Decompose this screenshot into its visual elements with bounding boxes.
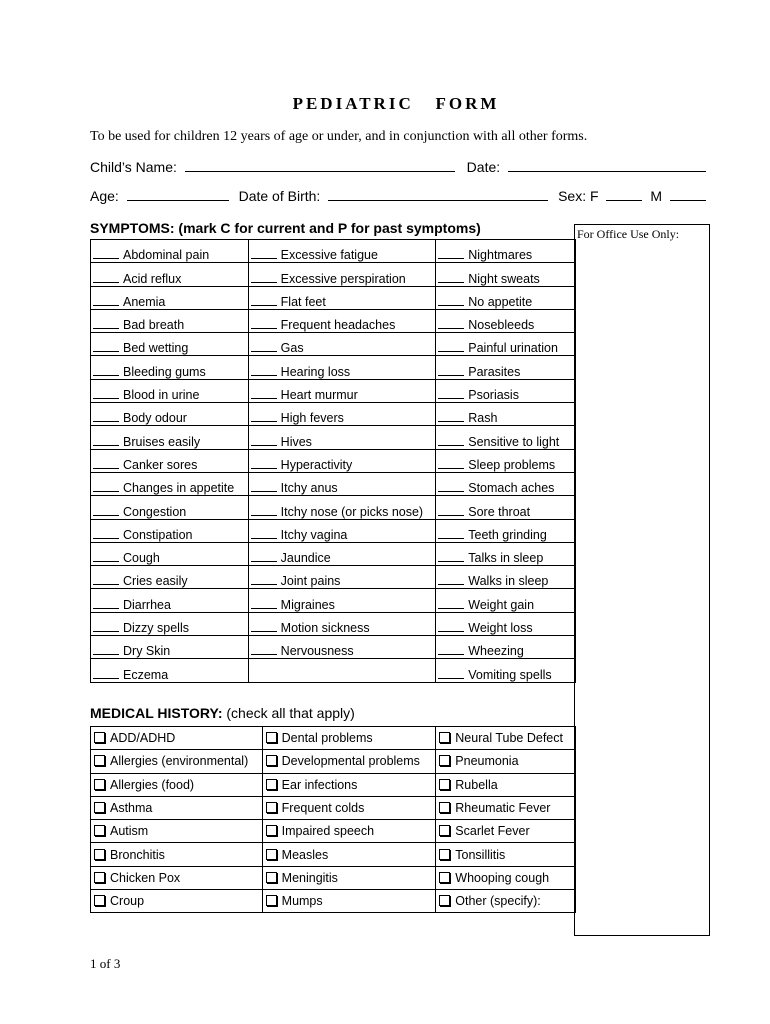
history-label: Bronchitis xyxy=(110,847,165,862)
symptom-label: Nervousness xyxy=(280,644,354,659)
symptom-label: Nosebleeds xyxy=(468,318,535,333)
checkbox-icon[interactable] xyxy=(266,849,277,860)
symptom-mark-field[interactable] xyxy=(251,572,277,585)
history-cell xyxy=(436,843,576,866)
symptom-label: High fevers xyxy=(280,411,344,426)
symptom-cell xyxy=(248,240,436,263)
symptom-cell xyxy=(91,566,249,589)
history-cell xyxy=(262,820,436,843)
symptom-cell xyxy=(436,403,576,426)
symptom-cell xyxy=(91,636,249,659)
symptom-label: Congestion xyxy=(123,504,187,519)
symptom-mark-field[interactable] xyxy=(438,526,464,539)
table-row xyxy=(91,286,576,309)
sex-f-field[interactable] xyxy=(606,187,642,201)
symptom-label: Hyperactivity xyxy=(280,457,353,472)
history-cell xyxy=(91,750,263,773)
history-label: Dental problems xyxy=(281,731,373,746)
table-row xyxy=(91,403,576,426)
history-cell xyxy=(436,820,576,843)
symptom-mark-field[interactable] xyxy=(438,666,464,679)
history-cell xyxy=(262,843,436,866)
symptom-cell xyxy=(436,636,576,659)
symptom-cell xyxy=(436,286,576,309)
medical-history-heading-bold: MEDICAL HISTORY: xyxy=(90,705,223,721)
symptom-mark-field[interactable] xyxy=(251,386,277,399)
dob-field[interactable] xyxy=(328,187,548,201)
symptom-cell xyxy=(91,356,249,379)
symptom-cell xyxy=(436,240,576,263)
symptom-mark-field[interactable] xyxy=(93,339,119,352)
history-label: Chicken Pox xyxy=(110,870,181,885)
table-row xyxy=(91,890,576,913)
date-field[interactable] xyxy=(508,158,706,172)
symptom-cell xyxy=(436,566,576,589)
sex-f-label: F xyxy=(589,188,599,204)
form-title: PEDIATRIC FORM xyxy=(292,94,500,113)
table-row xyxy=(91,240,576,263)
symptom-mark-field[interactable] xyxy=(93,316,119,329)
history-cell xyxy=(91,727,263,750)
symptom-label: Nightmares xyxy=(468,248,533,263)
symptom-label: Hearing loss xyxy=(280,364,351,379)
symptom-cell xyxy=(248,379,436,402)
symptom-mark-field[interactable] xyxy=(251,456,277,469)
history-label: Meningitis xyxy=(281,870,338,885)
history-cell xyxy=(91,773,263,796)
checkbox-icon[interactable] xyxy=(94,849,105,860)
symptom-mark-field[interactable] xyxy=(93,409,119,422)
symptom-label: Flat feet xyxy=(280,294,326,309)
symptom-label: Jaundice xyxy=(280,551,331,566)
table-row xyxy=(91,750,576,773)
symptom-mark-field[interactable] xyxy=(438,409,464,422)
symptom-label: Blood in urine xyxy=(123,388,200,403)
symptom-cell xyxy=(91,589,249,612)
checkbox-icon[interactable] xyxy=(94,779,105,790)
checkbox-icon[interactable] xyxy=(94,755,105,766)
symptom-mark-field[interactable] xyxy=(438,316,464,329)
symptom-mark-field[interactable] xyxy=(93,246,119,259)
symptom-label: Eczema xyxy=(123,667,169,682)
symptom-cell xyxy=(248,496,436,519)
history-cell xyxy=(436,773,576,796)
symptom-cell xyxy=(248,356,436,379)
symptom-mark-field[interactable] xyxy=(438,456,464,469)
symptom-label: Acid reflux xyxy=(123,271,182,286)
history-label: Developmental problems xyxy=(281,754,420,769)
symptom-cell xyxy=(436,379,576,402)
symptom-mark-field[interactable] xyxy=(251,596,277,609)
table-row xyxy=(91,727,576,750)
symptom-mark-field[interactable] xyxy=(93,363,119,376)
symptom-mark-field[interactable] xyxy=(93,270,119,283)
symptom-label: Hives xyxy=(280,434,312,449)
history-cell xyxy=(436,796,576,819)
symptom-mark-field[interactable] xyxy=(93,666,119,679)
symptom-label: Itchy nose (or picks nose) xyxy=(280,504,424,519)
history-cell xyxy=(91,866,263,889)
symptom-mark-field[interactable] xyxy=(438,503,464,516)
symptom-label: No appetite xyxy=(468,294,533,309)
checkbox-icon[interactable] xyxy=(439,825,450,836)
symptom-label: Migraines xyxy=(280,597,335,612)
symptoms-heading-text: SYMPTOMS: (mark C for current and P for past symptoms) xyxy=(90,220,481,236)
symptoms-table xyxy=(90,239,576,683)
childs-name-field[interactable] xyxy=(185,158,455,172)
table-row xyxy=(91,309,576,332)
checkbox-icon[interactable] xyxy=(439,779,450,790)
symptom-cell xyxy=(91,472,249,495)
symptom-mark-field[interactable] xyxy=(251,479,277,492)
table-row xyxy=(91,612,576,635)
checkbox-icon[interactable] xyxy=(439,849,450,860)
symptom-mark-field[interactable] xyxy=(93,503,119,516)
symptom-cell xyxy=(91,263,249,286)
symptom-cell xyxy=(248,263,436,286)
symptom-label: Stomach aches xyxy=(468,481,555,496)
history-label: Tonsillitis xyxy=(455,847,506,862)
symptom-cell xyxy=(436,589,576,612)
checkbox-icon[interactable] xyxy=(266,825,277,836)
history-cell xyxy=(262,750,436,773)
history-cell xyxy=(91,890,263,913)
symptom-label: Heart murmur xyxy=(280,388,358,403)
history-cell xyxy=(436,750,576,773)
symptom-mark-field[interactable] xyxy=(438,642,464,655)
history-cell xyxy=(262,890,436,913)
symptom-mark-field[interactable] xyxy=(438,549,464,562)
history-cell xyxy=(436,866,576,889)
checkbox-icon[interactable] xyxy=(439,802,450,813)
table-row xyxy=(91,773,576,796)
symptom-cell xyxy=(91,542,249,565)
symptom-cell xyxy=(436,472,576,495)
history-label: Asthma xyxy=(110,801,153,816)
table-row xyxy=(91,659,576,682)
history-cell xyxy=(262,796,436,819)
symptom-mark-field[interactable] xyxy=(251,316,277,329)
symptom-label: Frequent headaches xyxy=(280,318,396,333)
table-row xyxy=(91,542,576,565)
symptom-mark-field[interactable] xyxy=(251,642,277,655)
symptom-cell xyxy=(91,333,249,356)
symptom-mark-field[interactable] xyxy=(251,526,277,539)
symptom-mark-field[interactable] xyxy=(438,572,464,585)
table-row xyxy=(91,589,576,612)
symptom-label: Sleep problems xyxy=(468,457,556,472)
symptom-cell xyxy=(248,403,436,426)
symptom-label: Vomiting spells xyxy=(468,667,552,682)
symptom-label: Dry Skin xyxy=(123,644,171,659)
symptom-cell xyxy=(91,426,249,449)
history-cell xyxy=(91,843,263,866)
table-row xyxy=(91,566,576,589)
symptom-label: Cries easily xyxy=(123,574,188,589)
symptom-label: Constipation xyxy=(123,527,193,542)
checkbox-icon[interactable] xyxy=(439,895,450,906)
sex-m-field[interactable] xyxy=(670,187,706,201)
symptom-cell xyxy=(436,263,576,286)
symptom-mark-field[interactable] xyxy=(93,526,119,539)
symptom-label: Weight gain xyxy=(468,597,535,612)
symptom-cell xyxy=(248,542,436,565)
symptom-cell xyxy=(248,659,436,682)
symptom-cell xyxy=(91,403,249,426)
symptom-cell xyxy=(248,589,436,612)
table-row xyxy=(91,866,576,889)
office-use-label: For Office Use Only: xyxy=(577,227,680,241)
symptom-cell xyxy=(91,496,249,519)
table-row xyxy=(91,796,576,819)
table-row xyxy=(91,333,576,356)
symptom-cell xyxy=(436,519,576,542)
symptom-mark-field[interactable] xyxy=(93,596,119,609)
symptom-mark-field[interactable] xyxy=(438,270,464,283)
history-label: Whooping cough xyxy=(455,870,550,885)
history-label: Rubella xyxy=(455,777,498,792)
form-instructions: To be used for children 12 years of age or under, and in conjunction with all other forms. xyxy=(90,129,588,144)
date-label: Date: xyxy=(466,159,501,175)
symptom-cell xyxy=(436,659,576,682)
checkbox-icon[interactable] xyxy=(94,825,105,836)
history-label: Pneumonia xyxy=(455,754,519,769)
symptom-cell xyxy=(91,379,249,402)
symptom-mark-field[interactable] xyxy=(93,456,119,469)
age-field[interactable] xyxy=(127,187,229,201)
symptom-label: Dizzy spells xyxy=(123,621,189,636)
checkbox-icon[interactable] xyxy=(266,872,277,883)
history-label: Allergies (food) xyxy=(110,777,195,792)
symptom-cell xyxy=(436,426,576,449)
age-label: Age: xyxy=(90,188,119,204)
history-cell xyxy=(436,727,576,750)
name-date-row xyxy=(90,158,710,175)
history-label: Rheumatic Fever xyxy=(455,801,551,816)
symptom-mark-field[interactable] xyxy=(251,503,277,516)
symptom-label: Canker sores xyxy=(123,457,198,472)
checkbox-icon[interactable] xyxy=(439,872,450,883)
checkbox-icon[interactable] xyxy=(266,779,277,790)
symptom-label: Motion sickness xyxy=(280,621,370,636)
symptom-mark-field[interactable] xyxy=(251,549,277,562)
symptom-mark-field[interactable] xyxy=(251,293,277,306)
symptom-mark-field[interactable] xyxy=(251,246,277,259)
symptom-cell xyxy=(248,333,436,356)
symptom-cell xyxy=(91,659,249,682)
checkbox-icon[interactable] xyxy=(94,872,105,883)
symptom-label: Bed wetting xyxy=(123,341,189,356)
history-label: Neural Tube Defect xyxy=(455,731,563,746)
symptom-mark-field[interactable] xyxy=(251,619,277,632)
symptom-cell xyxy=(436,309,576,332)
checkbox-icon[interactable] xyxy=(266,895,277,906)
symptom-label: Sore throat xyxy=(468,504,531,519)
symptom-mark-field[interactable] xyxy=(93,386,119,399)
symptom-cell xyxy=(248,636,436,659)
checkbox-icon[interactable] xyxy=(266,755,277,766)
symptom-cell xyxy=(436,356,576,379)
symptom-label: Bad breath xyxy=(123,318,185,333)
symptom-cell xyxy=(248,519,436,542)
symptom-cell xyxy=(91,612,249,635)
symptom-mark-field[interactable] xyxy=(93,479,119,492)
symptom-cell xyxy=(248,566,436,589)
symptom-mark-field[interactable] xyxy=(438,596,464,609)
office-use-box xyxy=(574,224,710,936)
symptom-cell xyxy=(248,612,436,635)
table-row xyxy=(91,356,576,379)
symptom-mark-field[interactable] xyxy=(251,409,277,422)
checkbox-icon[interactable] xyxy=(439,755,450,766)
symptom-label: Sensitive to light xyxy=(468,434,560,449)
symptom-mark-field[interactable] xyxy=(438,619,464,632)
symptom-label: Itchy anus xyxy=(280,481,338,496)
symptom-mark-field[interactable] xyxy=(93,619,119,632)
sex-m-label: M xyxy=(650,188,662,204)
symptom-label: Changes in appetite xyxy=(123,481,235,496)
history-label: Other (specify): xyxy=(455,894,541,909)
history-label: Croup xyxy=(110,894,145,909)
medical-history-table xyxy=(90,726,576,913)
symptom-mark-field[interactable] xyxy=(93,549,119,562)
medical-history-heading xyxy=(90,705,355,721)
symptom-label: Bruises easily xyxy=(123,434,201,449)
symptom-label: Wheezing xyxy=(468,644,524,659)
history-label: Measles xyxy=(281,847,329,862)
symptom-label: Talks in sleep xyxy=(468,551,544,566)
table-row xyxy=(91,379,576,402)
symptom-mark-field[interactable] xyxy=(438,293,464,306)
table-row xyxy=(91,426,576,449)
table-row xyxy=(91,843,576,866)
history-cell xyxy=(91,796,263,819)
symptom-cell xyxy=(436,496,576,519)
history-label: ADD/ADHD xyxy=(110,731,176,746)
symptom-cell xyxy=(91,519,249,542)
symptom-cell xyxy=(248,472,436,495)
medical-history-heading-note: (check all that apply) xyxy=(222,705,355,721)
symptom-mark-field[interactable] xyxy=(93,433,119,446)
history-label: Ear infections xyxy=(281,777,358,792)
symptom-cell xyxy=(248,426,436,449)
table-row xyxy=(91,820,576,843)
symptom-mark-field[interactable] xyxy=(251,339,277,352)
symptom-mark-field[interactable] xyxy=(93,572,119,585)
table-row xyxy=(91,636,576,659)
checkbox-icon[interactable] xyxy=(266,802,277,813)
symptom-label: Itchy vagina xyxy=(280,527,348,542)
symptoms-heading xyxy=(90,220,481,236)
symptom-mark-field[interactable] xyxy=(93,293,119,306)
symptom-label: Excessive perspiration xyxy=(280,271,406,286)
table-row xyxy=(91,263,576,286)
symptom-label: Psoriasis xyxy=(468,388,519,403)
symptom-mark-field[interactable] xyxy=(438,386,464,399)
history-label: Scarlet Fever xyxy=(455,824,530,839)
history-cell xyxy=(262,727,436,750)
history-label: Frequent colds xyxy=(281,801,365,816)
symptom-mark-field[interactable] xyxy=(438,363,464,376)
symptom-label: Rash xyxy=(468,411,498,426)
symptom-label: Abdominal pain xyxy=(123,248,210,263)
symptom-label: Night sweats xyxy=(468,271,540,286)
symptom-mark-field[interactable] xyxy=(438,339,464,352)
symptom-cell xyxy=(436,333,576,356)
symptom-cell xyxy=(91,240,249,263)
symptom-mark-field[interactable] xyxy=(251,363,277,376)
sex-label: Sex: xyxy=(558,188,587,204)
symptom-label: Teeth grinding xyxy=(468,527,547,542)
symptom-cell xyxy=(91,286,249,309)
dob-label: Date of Birth: xyxy=(238,188,321,204)
symptom-cell xyxy=(248,309,436,332)
checkbox-icon[interactable] xyxy=(94,732,105,743)
symptom-mark-field[interactable] xyxy=(251,270,277,283)
history-label: Mumps xyxy=(281,894,323,909)
symptom-cell xyxy=(248,286,436,309)
history-label: Autism xyxy=(110,824,149,839)
symptom-cell xyxy=(436,449,576,472)
symptom-label: Anemia xyxy=(123,294,166,309)
symptom-label: Diarrhea xyxy=(123,597,171,612)
history-label: Allergies (environmental) xyxy=(110,754,249,769)
symptom-label: Joint pains xyxy=(280,574,341,589)
history-cell xyxy=(91,820,263,843)
symptom-label: Body odour xyxy=(123,411,187,426)
symptom-label: Cough xyxy=(123,551,160,566)
symptom-mark-field[interactable] xyxy=(251,433,277,446)
table-row xyxy=(91,449,576,472)
childs-name-label: Child’s Name: xyxy=(90,159,177,175)
symptom-label: Weight loss xyxy=(468,621,533,636)
symptom-mark-field[interactable] xyxy=(438,479,464,492)
page-number: 1 of 3 xyxy=(90,956,121,971)
symptom-label: Parasites xyxy=(468,364,521,379)
symptom-label: Walks in sleep xyxy=(468,574,549,589)
checkbox-icon[interactable] xyxy=(94,895,105,906)
symptom-label: Excessive fatigue xyxy=(280,248,378,263)
symptom-cell xyxy=(91,309,249,332)
symptom-mark-field[interactable] xyxy=(438,433,464,446)
symptom-label: Bleeding gums xyxy=(123,364,206,379)
history-cell xyxy=(262,866,436,889)
symptom-label: Painful urination xyxy=(468,341,558,356)
symptom-label: Gas xyxy=(280,341,304,356)
symptom-cell xyxy=(91,449,249,472)
history-cell xyxy=(436,890,576,913)
checkbox-icon[interactable] xyxy=(266,732,277,743)
table-row xyxy=(91,496,576,519)
age-dob-sex-row xyxy=(90,187,710,204)
symptom-mark-field[interactable] xyxy=(93,642,119,655)
checkbox-icon[interactable] xyxy=(439,732,450,743)
history-label: Impaired speech xyxy=(281,824,375,839)
table-row xyxy=(91,472,576,495)
symptom-cell xyxy=(436,612,576,635)
symptom-mark-field[interactable] xyxy=(438,246,464,259)
history-cell xyxy=(262,773,436,796)
table-row xyxy=(91,519,576,542)
symptom-cell xyxy=(248,449,436,472)
checkbox-icon[interactable] xyxy=(94,802,105,813)
symptom-cell xyxy=(436,542,576,565)
